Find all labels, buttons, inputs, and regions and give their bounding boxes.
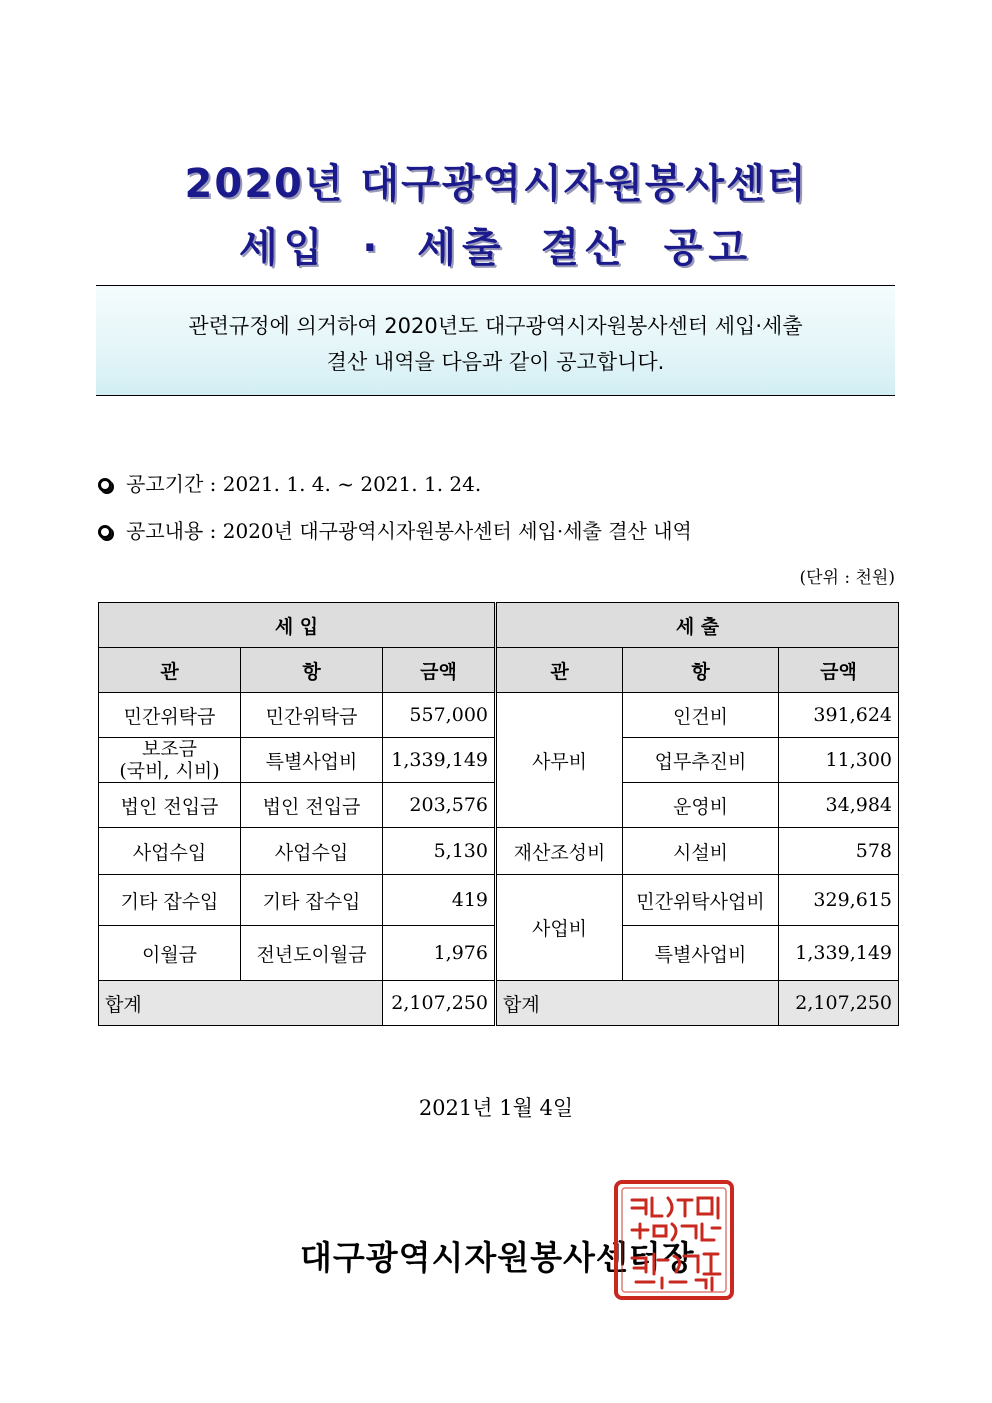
revenue-amount: 1,976 xyxy=(383,926,496,981)
expense-gwan: 재산조성비 xyxy=(496,828,623,875)
expense-amount: 1,339,149 xyxy=(779,926,899,981)
expense-amount: 391,624 xyxy=(779,693,899,738)
bullet-content-sep: : xyxy=(209,519,217,543)
notice-line2: 결산 내역을 다음과 같이 공고합니다. xyxy=(326,350,665,374)
bullet-period xyxy=(98,468,481,497)
expense-amount: 34,984 xyxy=(779,783,899,828)
col-header-gwan: 관 xyxy=(496,648,623,693)
expense-hang: 민간위탁사업비 xyxy=(623,875,779,926)
issuer-signature: 대구광역시자원봉사센터장 xyxy=(300,1238,695,1277)
revenue-hang: 특별사업비 xyxy=(241,738,383,783)
unit-label: (단위 : 천원) xyxy=(799,568,895,588)
col-header-hang: 항 xyxy=(241,648,383,693)
revenue-header: 세 입 xyxy=(99,603,496,648)
bullet-period-sep: : xyxy=(209,472,217,496)
official-seal-icon xyxy=(612,1178,736,1302)
col-header-amount: 금액 xyxy=(383,648,496,693)
table-row xyxy=(99,828,899,875)
bullet-content-value: 2020년 대구광역시자원봉사센터 세입·세출 결산 내역 xyxy=(222,519,692,543)
col-header-gwan: 관 xyxy=(99,648,241,693)
revenue-hang: 기타 잡수입 xyxy=(241,875,383,926)
bullet-period-label: 공고기간 xyxy=(126,472,204,496)
expense-total-label: 합계 xyxy=(496,981,779,1026)
expense-amount: 578 xyxy=(779,828,899,875)
revenue-gwan: 이월금 xyxy=(99,926,241,981)
bullet-content xyxy=(98,515,692,544)
revenue-amount: 203,576 xyxy=(383,783,496,828)
table-row xyxy=(99,693,899,738)
notice-box xyxy=(96,285,895,396)
revenue-total-amount: 2,107,250 xyxy=(383,981,496,1026)
expense-header: 세 출 xyxy=(496,603,899,648)
expense-gwan: 사무비 xyxy=(496,693,623,828)
revenue-hang: 사업수입 xyxy=(241,828,383,875)
col-header-hang: 항 xyxy=(623,648,779,693)
circle-bullet-icon xyxy=(98,478,112,492)
revenue-gwan: 기타 잡수입 xyxy=(99,875,241,926)
expense-gwan: 사업비 xyxy=(496,875,623,981)
revenue-amount: 557,000 xyxy=(383,693,496,738)
circle-bullet-icon xyxy=(98,525,112,539)
revenue-gwan: 민간위탁금 xyxy=(99,693,241,738)
announcement-date: 2021년 1월 4일 xyxy=(418,1096,574,1120)
document-title-line2: 세입 · 세출 결산 공고 xyxy=(238,225,754,271)
revenue-amount: 5,130 xyxy=(383,828,496,875)
revenue-gwan: 보조금 (국비, 시비) xyxy=(99,738,241,783)
expense-hang: 인건비 xyxy=(623,693,779,738)
expense-hang: 특별사업비 xyxy=(623,926,779,981)
bullet-period-value: 2021. 1. 4. ~ 2021. 1. 24. xyxy=(222,472,482,496)
total-row xyxy=(99,981,899,1026)
expense-hang: 업무추진비 xyxy=(623,738,779,783)
revenue-amount: 419 xyxy=(383,875,496,926)
expense-amount: 11,300 xyxy=(779,738,899,783)
notice-line1: 관련규정에 의거하여 2020년도 대구광역시자원봉사센터 세입·세출 xyxy=(188,314,803,338)
expense-amount: 329,615 xyxy=(779,875,899,926)
expense-hang: 운영비 xyxy=(623,783,779,828)
bullet-content-label: 공고내용 xyxy=(126,519,204,543)
revenue-total-label: 합계 xyxy=(99,981,383,1026)
expense-hang: 시설비 xyxy=(623,828,779,875)
revenue-amount: 1,339,149 xyxy=(383,738,496,783)
document-title-line1: 2020년 대구광역시자원봉사센터 xyxy=(184,161,808,207)
table-row xyxy=(99,875,899,926)
revenue-gwan: 사업수입 xyxy=(99,828,241,875)
revenue-hang: 법인 전입금 xyxy=(241,783,383,828)
col-header-amount: 금액 xyxy=(779,648,899,693)
revenue-hang: 민간위탁금 xyxy=(241,693,383,738)
revenue-gwan: 법인 전입금 xyxy=(99,783,241,828)
budget-table xyxy=(98,602,899,1026)
revenue-hang: 전년도이월금 xyxy=(241,926,383,981)
expense-total-amount: 2,107,250 xyxy=(779,981,899,1026)
